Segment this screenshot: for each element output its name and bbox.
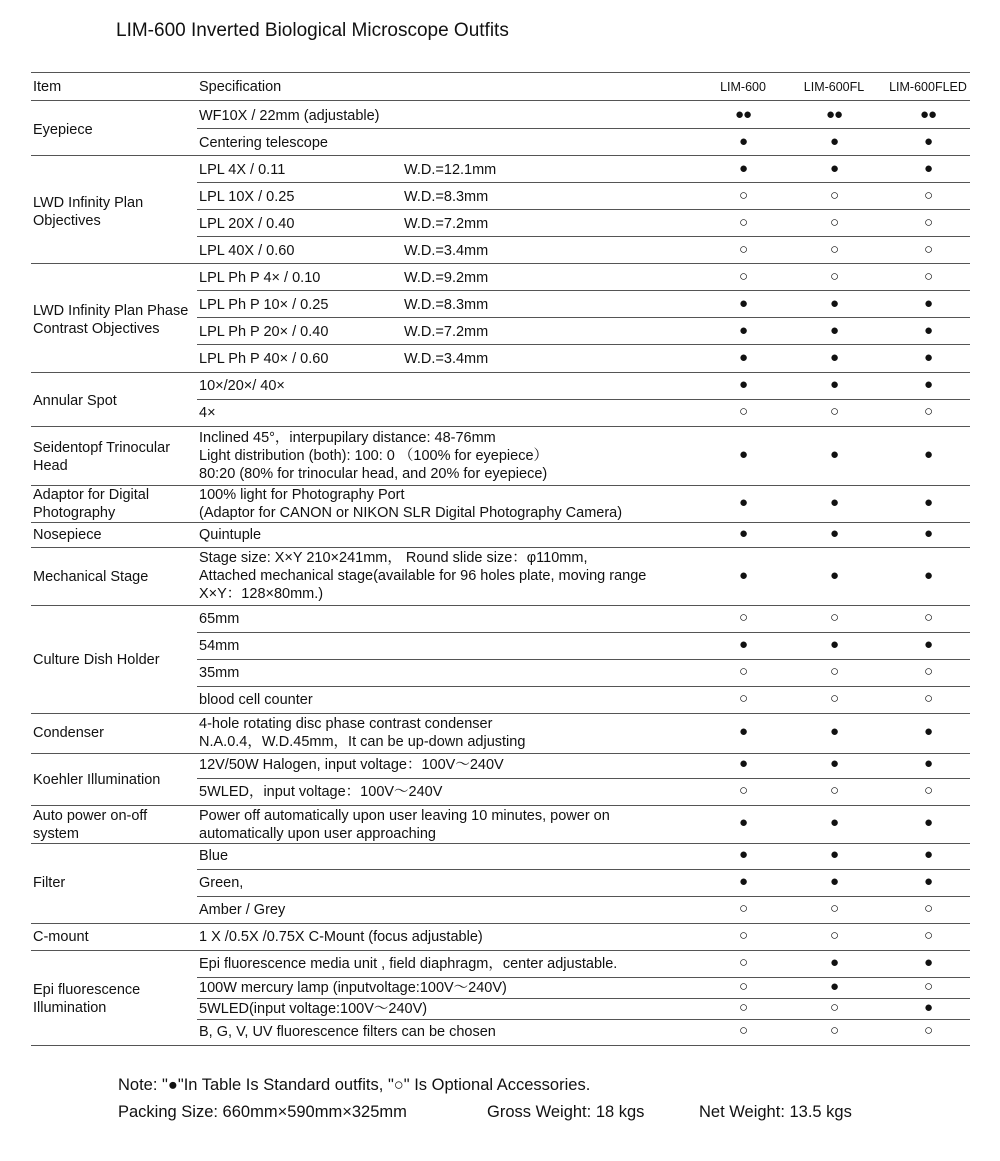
spec-text: N.A.0.4，W.D.45mm，It can be up-down adjusting — [199, 734, 526, 750]
availability-mark: ○ — [923, 268, 933, 285]
availability-mark: ○ — [738, 999, 748, 1016]
availability-mark: ● — [923, 349, 933, 366]
availability-mark: ● — [738, 873, 748, 890]
availability-mark: ● — [829, 322, 839, 339]
availability-mark: ● — [829, 723, 839, 740]
availability-mark: ○ — [829, 609, 839, 626]
availability-mark: ● — [738, 567, 748, 584]
spec-text: 10×/20×/ 40× — [199, 378, 285, 394]
row-divider — [197, 869, 970, 870]
availability-mark: ● — [829, 954, 839, 971]
row-divider — [197, 290, 970, 291]
availability-mark: ● — [923, 846, 933, 863]
availability-mark: ● — [829, 160, 839, 177]
header-item: Item — [33, 79, 62, 95]
row-divider — [31, 547, 970, 548]
availability-mark: ○ — [923, 187, 933, 204]
item-label: Illumination — [33, 1000, 107, 1016]
header-specification: Specification — [199, 79, 282, 95]
spec-text: LPL 40X / 0.60 — [199, 243, 295, 259]
availability-mark: ○ — [738, 1022, 748, 1039]
row-divider — [31, 485, 970, 486]
row-divider — [197, 182, 970, 183]
availability-mark: ● — [738, 349, 748, 366]
working-distance: W.D.=7.2mm — [404, 324, 489, 340]
availability-mark: ○ — [738, 214, 748, 231]
spec-text: 12V/50W Halogen, input voltage：100V～240V — [199, 757, 504, 773]
item-label: Nosepiece — [33, 527, 102, 543]
spec-text: 100% light for Photography Port — [199, 487, 405, 503]
item-label: Culture Dish Holder — [33, 652, 160, 668]
spec-text: automatically upon user approaching — [199, 826, 436, 842]
availability-mark: ○ — [923, 1022, 933, 1039]
availability-mark: ○ — [738, 268, 748, 285]
row-divider — [197, 344, 970, 345]
availability-mark: ○ — [738, 927, 748, 944]
availability-mark: ●● — [919, 106, 937, 123]
availability-mark: ● — [738, 446, 748, 463]
gross-weight: Gross Weight: 18 kgs — [487, 1103, 645, 1121]
availability-mark: ○ — [738, 663, 748, 680]
row-divider — [31, 843, 970, 844]
spec-text: 1 X /0.5X /0.75X C-Mount (focus adjustable) — [199, 929, 483, 945]
availability-mark: ○ — [738, 609, 748, 626]
availability-mark: ○ — [923, 690, 933, 707]
row-divider — [31, 72, 970, 73]
spec-text: Blue — [199, 848, 229, 864]
row-divider — [31, 950, 970, 951]
row-divider — [31, 155, 970, 156]
row-divider — [31, 426, 970, 427]
availability-mark: ● — [738, 295, 748, 312]
availability-mark: ● — [923, 999, 933, 1016]
availability-mark: ● — [738, 133, 748, 150]
availability-mark: ○ — [738, 954, 748, 971]
item-label: system — [33, 826, 79, 842]
availability-mark: ● — [738, 723, 748, 740]
working-distance: W.D.=8.3mm — [404, 297, 489, 313]
availability-mark: ● — [923, 723, 933, 740]
spec-text: 100W mercury lamp (inputvoltage:100V～240V) — [199, 980, 507, 996]
availability-mark: ● — [738, 814, 748, 831]
row-divider — [31, 805, 970, 806]
spec-text: Light distribution (both): 100: 0 （100% for eyepiece） — [199, 448, 549, 464]
availability-mark: ○ — [829, 268, 839, 285]
item-label: Annular Spot — [33, 393, 117, 409]
item-label: LWD Infinity Plan Phase — [33, 303, 189, 319]
item-label: Condenser — [33, 725, 104, 741]
row-divider — [197, 236, 970, 237]
row-divider — [31, 605, 970, 606]
spec-text: LPL 4X / 0.11 — [199, 162, 286, 178]
row-divider — [197, 686, 970, 687]
availability-mark: ○ — [738, 187, 748, 204]
availability-mark: ● — [923, 525, 933, 542]
availability-mark: ○ — [923, 663, 933, 680]
availability-mark: ● — [738, 755, 748, 772]
row-divider — [31, 372, 970, 373]
availability-mark: ○ — [829, 782, 839, 799]
availability-mark: ○ — [738, 690, 748, 707]
row-divider — [31, 1045, 970, 1046]
item-label: Seidentopf Trinocular — [33, 440, 171, 456]
availability-mark: ● — [923, 160, 933, 177]
availability-mark: ○ — [829, 927, 839, 944]
working-distance: W.D.=9.2mm — [404, 270, 489, 286]
availability-mark: ● — [738, 322, 748, 339]
row-divider — [197, 1019, 970, 1020]
row-divider — [31, 713, 970, 714]
availability-mark: ● — [923, 636, 933, 653]
spec-text: Epi fluorescence media unit , field diaphragm，center adjustable. — [199, 956, 618, 972]
availability-mark: ○ — [923, 403, 933, 420]
availability-mark: ○ — [829, 1022, 839, 1039]
availability-mark: ● — [829, 846, 839, 863]
item-label: LWD Infinity Plan — [33, 195, 144, 211]
availability-mark: ● — [923, 494, 933, 511]
item-label: Filter — [33, 875, 66, 891]
availability-mark: ● — [829, 636, 839, 653]
item-label: Head — [33, 458, 68, 474]
availability-mark: ● — [829, 295, 839, 312]
availability-mark: ● — [738, 376, 748, 393]
row-divider — [197, 317, 970, 318]
availability-mark: ○ — [923, 978, 933, 995]
row-divider — [197, 778, 970, 779]
item-label: Epi fluorescence — [33, 982, 141, 998]
spec-text: 4× — [199, 405, 216, 421]
spec-text: LPL 20X / 0.40 — [199, 216, 295, 232]
availability-mark: ● — [923, 322, 933, 339]
spec-text: 80:20 (80% for trinocular head, and 20% for eyepiece) — [199, 466, 548, 482]
row-divider — [197, 632, 970, 633]
row-divider — [197, 209, 970, 210]
spec-text: Green, — [199, 875, 244, 891]
row-divider — [197, 896, 970, 897]
availability-mark: ○ — [829, 663, 839, 680]
row-divider — [31, 263, 970, 264]
spec-text: Centering telescope — [199, 135, 328, 151]
item-label: Contrast Objectives — [33, 321, 160, 337]
spec-text: Power off automatically upon user leaving 10 minutes, power on — [199, 808, 610, 824]
availability-mark: ● — [829, 978, 839, 995]
working-distance: W.D.=3.4mm — [404, 351, 489, 367]
item-label: Mechanical Stage — [33, 569, 149, 585]
availability-mark: ● — [923, 446, 933, 463]
spec-text: Amber / Grey — [199, 902, 286, 918]
availability-mark: ● — [923, 295, 933, 312]
page-title: LIM-600 Inverted Biological Microscope Outfits — [116, 20, 509, 41]
availability-mark: ● — [829, 133, 839, 150]
availability-mark: ○ — [923, 900, 933, 917]
availability-mark: ● — [923, 376, 933, 393]
spec-text: Attached mechanical stage(available for 96 holes plate, moving range — [199, 568, 647, 584]
availability-mark: ○ — [923, 214, 933, 231]
availability-mark: ○ — [829, 214, 839, 231]
spec-text: B, G, V, UV fluorescence filters can be chosen — [199, 1024, 496, 1040]
availability-mark: ● — [738, 525, 748, 542]
availability-mark: ● — [738, 160, 748, 177]
availability-mark: ○ — [738, 782, 748, 799]
availability-mark: ● — [738, 494, 748, 511]
working-distance: W.D.=12.1mm — [404, 162, 497, 178]
availability-mark: ● — [923, 954, 933, 971]
availability-mark: ● — [829, 814, 839, 831]
spec-text: 65mm — [199, 611, 240, 627]
item-label: Eyepiece — [33, 122, 93, 138]
availability-mark: ● — [829, 525, 839, 542]
spec-text: Inclined 45°，interpupilary distance: 48-76mm — [199, 430, 496, 446]
spec-text: 5WLED(input voltage:100V～240V) — [199, 1001, 428, 1017]
availability-mark: ○ — [829, 187, 839, 204]
row-divider — [31, 753, 970, 754]
availability-mark: ● — [829, 446, 839, 463]
availability-mark: ● — [829, 349, 839, 366]
availability-mark: ○ — [829, 999, 839, 1016]
spec-text: Quintuple — [199, 527, 262, 543]
availability-mark: ○ — [738, 978, 748, 995]
header-model: LIM-600FL — [803, 80, 865, 94]
availability-mark: ○ — [829, 241, 839, 258]
spec-text: LPL Ph P 40× / 0.60 — [199, 351, 329, 367]
item-label: Adaptor for Digital — [33, 487, 150, 503]
spec-text: LPL Ph P 4× / 0.10 — [199, 270, 321, 286]
spec-text: LPL Ph P 10× / 0.25 — [199, 297, 329, 313]
availability-mark: ● — [923, 133, 933, 150]
spec-text: 35mm — [199, 665, 240, 681]
row-divider — [31, 100, 970, 101]
availability-mark: ○ — [829, 403, 839, 420]
spec-text: Stage size: X×Y 210×241mm， Round slide size：φ110mm, — [199, 550, 588, 566]
spec-text: (Adaptor for CANON or NIKON SLR Digital Photography Camera) — [199, 505, 623, 521]
row-divider — [197, 128, 970, 129]
spec-text: WF10X / 22mm (adjustable) — [199, 108, 380, 124]
header-model: LIM-600 — [720, 80, 766, 94]
availability-mark: ○ — [923, 609, 933, 626]
availability-mark: ○ — [923, 927, 933, 944]
availability-mark: ○ — [738, 403, 748, 420]
availability-mark: ● — [738, 636, 748, 653]
availability-mark: ● — [829, 755, 839, 772]
availability-mark: ● — [829, 873, 839, 890]
availability-mark: ●● — [734, 106, 752, 123]
availability-mark: ○ — [829, 690, 839, 707]
working-distance: W.D.=7.2mm — [404, 216, 489, 232]
availability-mark: ●● — [825, 106, 843, 123]
spec-text: blood cell counter — [199, 692, 313, 708]
availability-mark: ● — [923, 814, 933, 831]
item-label: Auto power on-off — [33, 808, 148, 824]
availability-mark: ● — [923, 567, 933, 584]
note-text: Note: "●"In Table Is Standard outfits, "○" Is Optional Accessories. — [118, 1076, 591, 1094]
working-distance: W.D.=8.3mm — [404, 189, 489, 205]
availability-mark: ● — [923, 755, 933, 772]
availability-mark: ○ — [738, 241, 748, 258]
availability-mark: ○ — [923, 241, 933, 258]
availability-mark: ○ — [738, 900, 748, 917]
availability-mark: ● — [829, 376, 839, 393]
item-label: Koehler Illumination — [33, 772, 161, 788]
item-label: Objectives — [33, 213, 101, 229]
item-label: Photography — [33, 505, 116, 521]
availability-mark: ● — [738, 846, 748, 863]
row-divider — [197, 659, 970, 660]
working-distance: W.D.=3.4mm — [404, 243, 489, 259]
packing-size: Packing Size: 660mm×590mm×325mm — [118, 1103, 407, 1121]
availability-mark: ● — [829, 494, 839, 511]
row-divider — [31, 923, 970, 924]
row-divider — [197, 399, 970, 400]
item-label: C-mount — [33, 929, 89, 945]
spec-text: LPL Ph P 20× / 0.40 — [199, 324, 329, 340]
availability-mark: ● — [923, 873, 933, 890]
availability-mark: ● — [829, 567, 839, 584]
spec-text: 54mm — [199, 638, 240, 654]
availability-mark: ○ — [829, 900, 839, 917]
row-divider — [31, 522, 970, 523]
spec-text: 4-hole rotating disc phase contrast condenser — [199, 716, 493, 732]
spec-text: 5WLED，input voltage：100V～240V — [199, 784, 443, 800]
net-weight: Net Weight: 13.5 kgs — [699, 1103, 852, 1121]
spec-text: LPL 10X / 0.25 — [199, 189, 295, 205]
header-model: LIM-600FLED — [889, 80, 967, 94]
spec-text: X×Y：128×80mm.) — [199, 586, 324, 602]
availability-mark: ○ — [923, 782, 933, 799]
